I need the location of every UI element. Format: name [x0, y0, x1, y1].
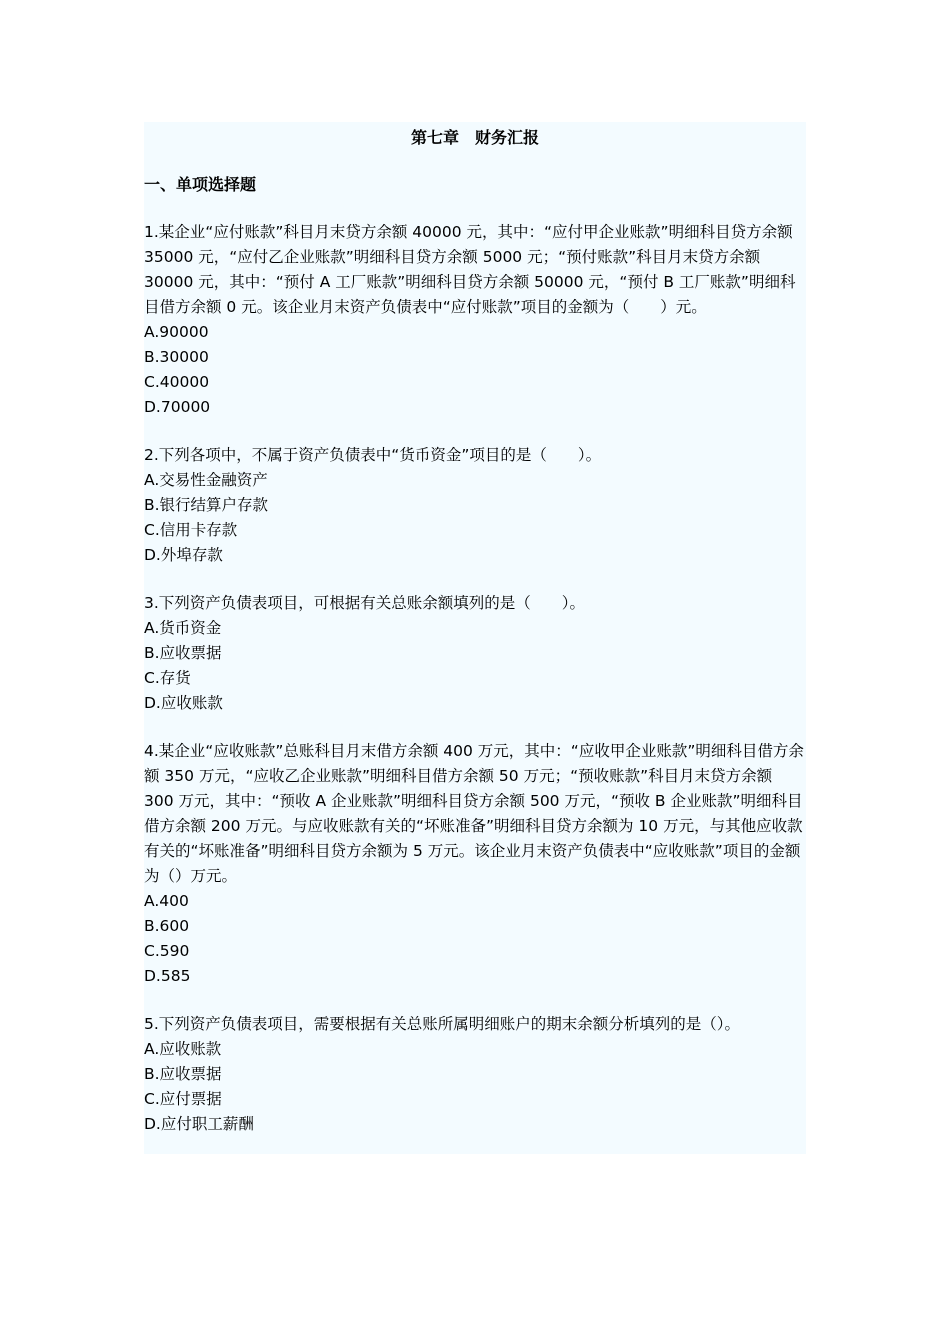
option-d: D.应收账款 [144, 694, 223, 712]
question-text: 3.下列资产负债表项目，可根据有关总账余额填列的是（ ）。 [144, 594, 586, 612]
option-b: B.30000 [144, 348, 209, 366]
question-2 [144, 443, 806, 568]
option-b: B.应收票据 [144, 644, 222, 662]
question-text: 5.下列资产负债表项目，需要根据有关总账所属明细账户的期末余额分析填列的是（）。 [144, 1015, 741, 1033]
chapter-title: 第七章 财务汇报 [410, 128, 539, 147]
option-d: D.585 [144, 967, 191, 985]
option-b: B.600 [144, 917, 190, 935]
question-3 [144, 591, 806, 716]
document-body [144, 122, 806, 1154]
section-title: 一、单项选择题 [144, 175, 257, 194]
option-a: A.400 [144, 892, 189, 910]
option-c: C.存货 [144, 669, 191, 687]
question-4 [144, 739, 806, 989]
option-a: A.货币资金 [144, 619, 222, 637]
question-text: 1.某企业“应付账款”科目月末贷方余额 40000 元，其中：“应付甲企业账款”明细科目贷方余额 35000 元，“应付乙企业账款”明细科目贷方余额 5000 元；“预付账款”科目月末贷方余额 30000 元，其中：“预付 A 工厂账款”明细科目贷方余额 50000 元，“预付 B 工厂账款”明细科目借方余额 0 元。该企业月末资产负债表中“应付账款”项目的金额为（ ）元。 [144, 223, 796, 316]
option-c: C.应付票据 [144, 1090, 222, 1108]
question-5 [144, 1012, 806, 1137]
option-b: B.应收票据 [144, 1065, 222, 1083]
option-d: D.应付职工薪酬 [144, 1115, 254, 1133]
option-d: D.70000 [144, 398, 211, 416]
question-text: 2.下列各项中，不属于资产负债表中“货币资金”项目的是（ ）。 [144, 446, 602, 464]
question-text: 4.某企业“应收账款”总账科目月末借方余额 400 万元，其中：“应收甲企业账款”明细科目借方余额 350 万元，“应收乙企业账款”明细科目借方余额 50 万元；“预收账款”科目月末贷方余额 300 万元，其中：“预收 A 企业账款”明细科目贷方余额 500 万元，“预收 B 企业账款”明细科目借方余额 200 万元。与应收账款有关的“坏账准备”明细科目贷方余额为 10 万元，与其他应收款有关的“坏账准备”明细科目贷方余额为 5 万元。该企业月末资产负债表中“应收账款”项目的金额为（）万元。 [144, 742, 804, 885]
option-a: A.应收账款 [144, 1040, 222, 1058]
option-d: D.外埠存款 [144, 546, 223, 564]
question-1 [144, 220, 806, 420]
option-a: A.交易性金融资产 [144, 471, 268, 489]
option-c: C.590 [144, 942, 190, 960]
option-c: C.40000 [144, 373, 210, 391]
option-a: A.90000 [144, 323, 209, 341]
option-c: C.信用卡存款 [144, 521, 238, 539]
option-b: B.银行结算户存款 [144, 496, 269, 514]
